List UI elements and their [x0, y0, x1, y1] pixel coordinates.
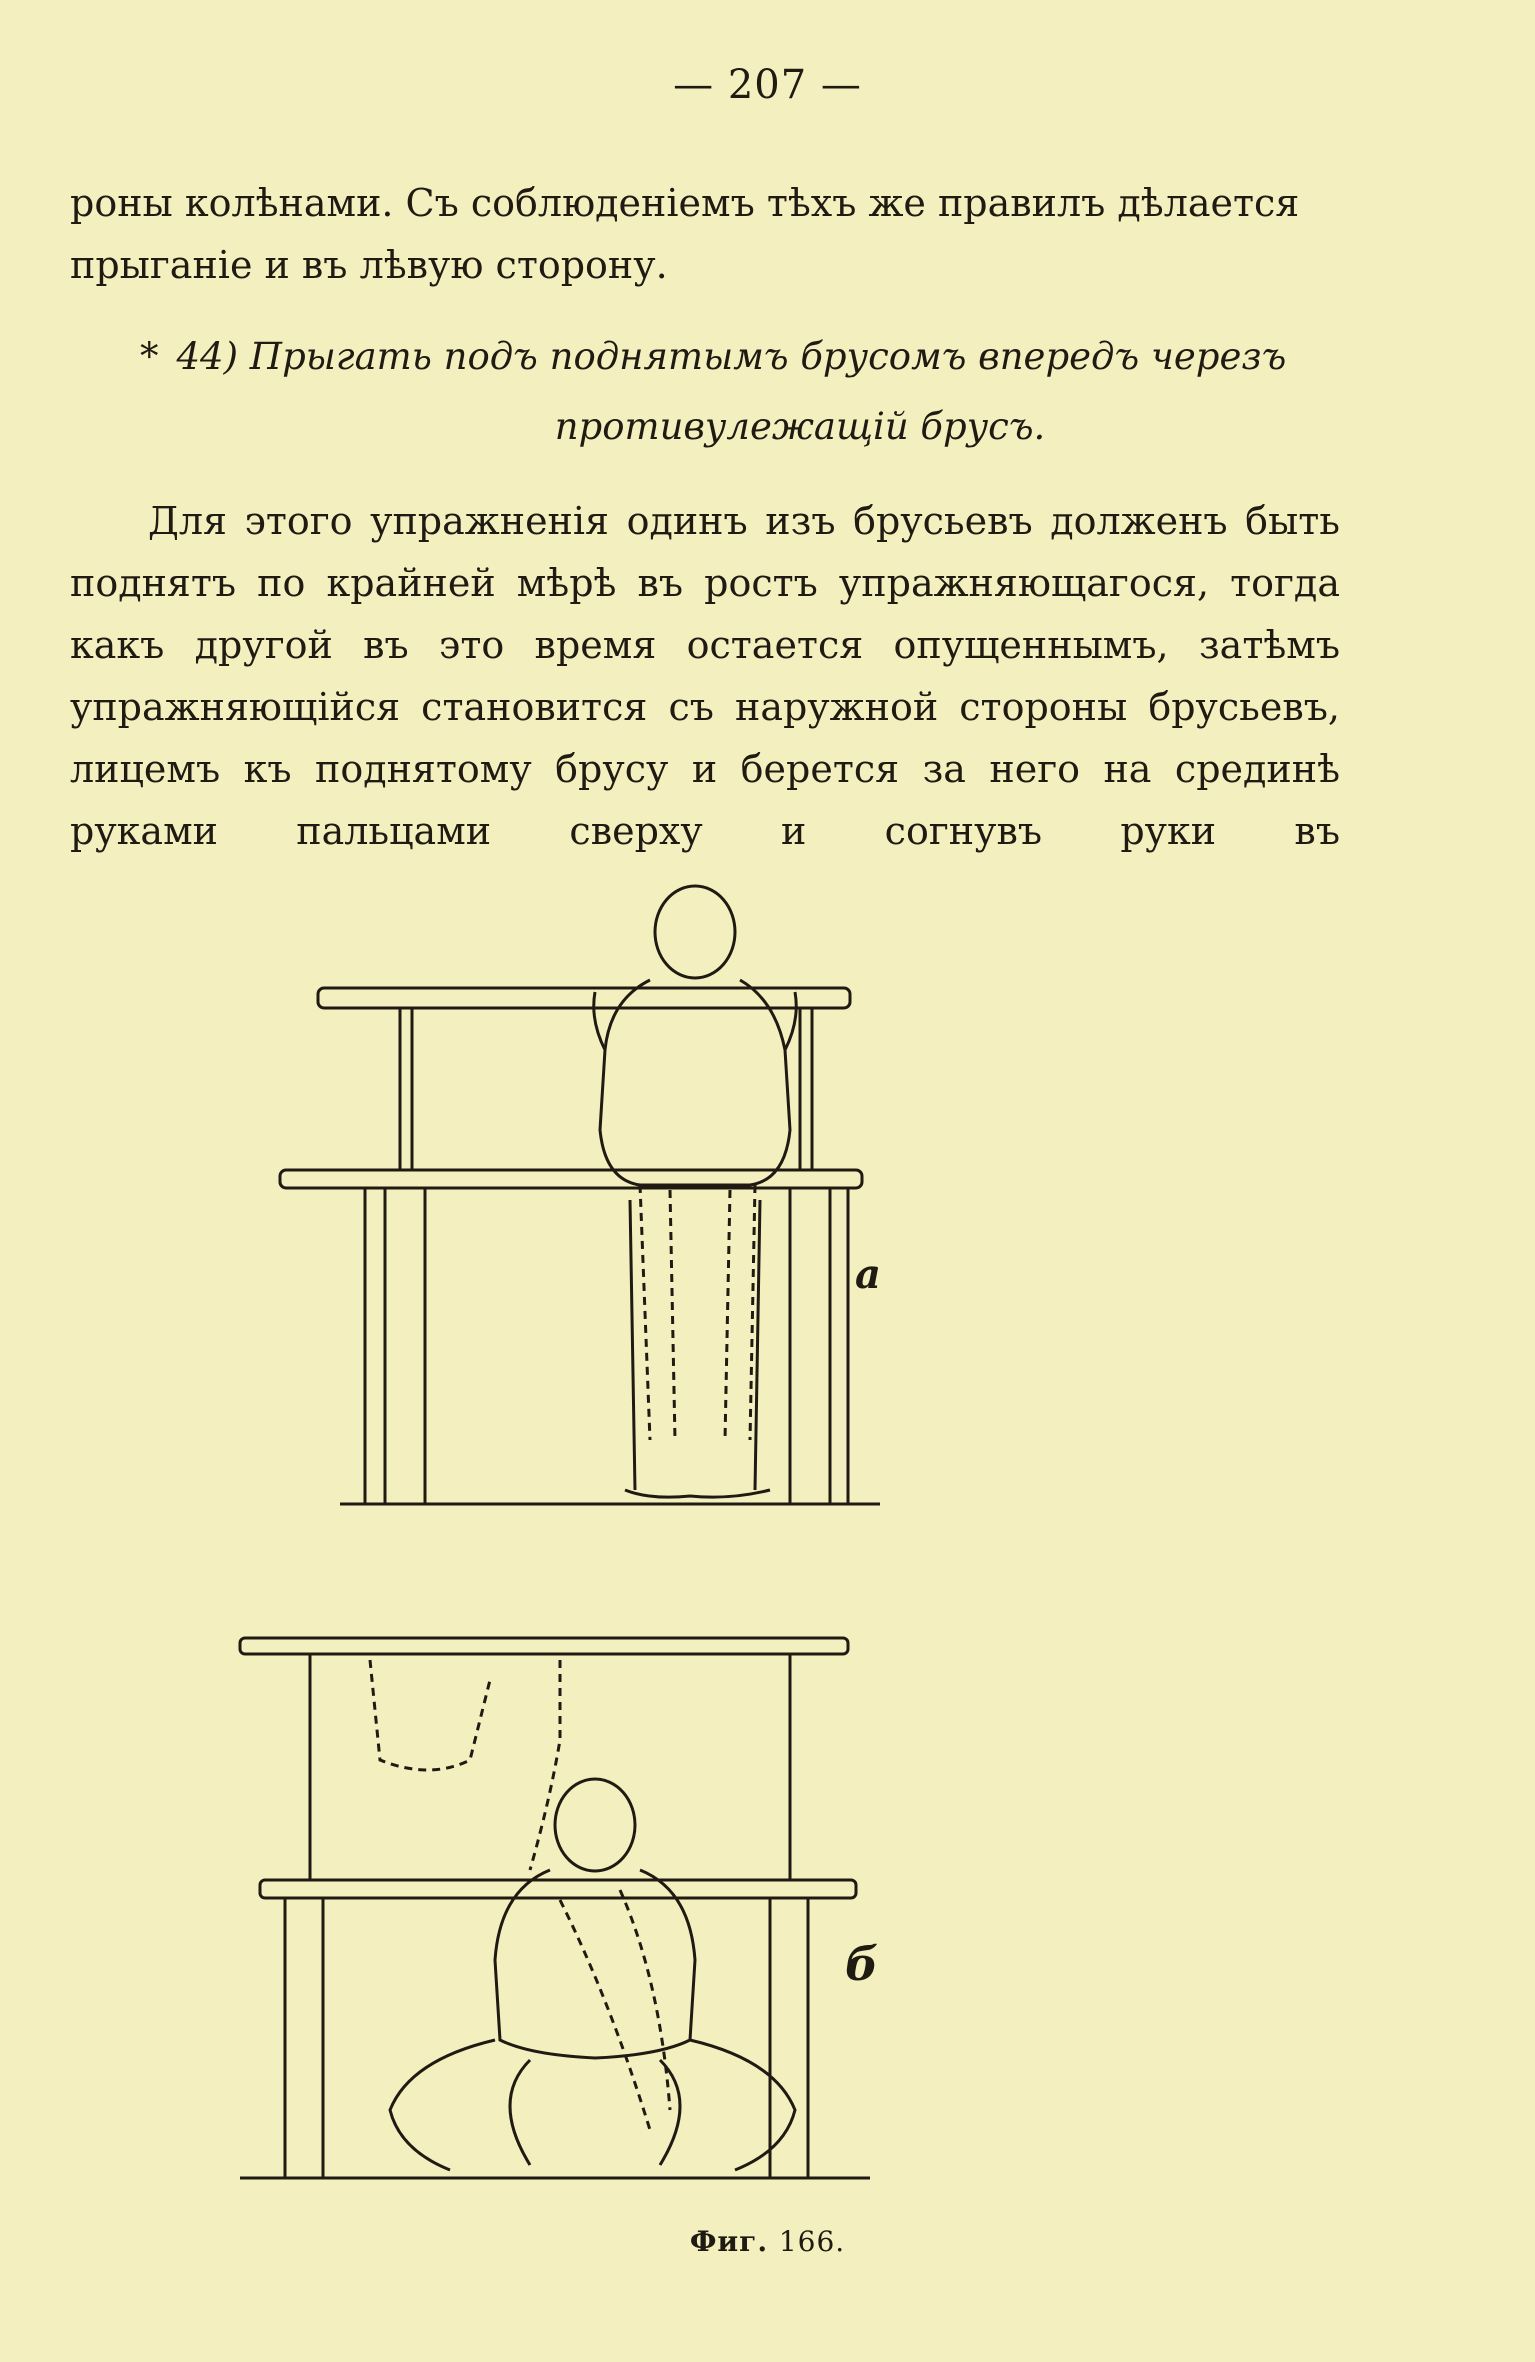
raised-bar-bottom: [240, 1638, 848, 1654]
caption-number: 166.: [778, 2225, 846, 2258]
paragraph-description: Для этого упражненія одинъ изъ брусьевъ долженъ быть поднятъ по крайней мѣрѣ въ ростъ упражняющагося, тогда какъ другой въ это время остается опущеннымъ, затѣмъ упражняющійся становится съ наружной стороны брусьевъ, лицемъ къ поднятому брусу и берется за него на срединѣ руками пальцами сверху и согнувъ руки въ: [70, 499, 1340, 853]
torso-a: [600, 980, 790, 1185]
lower-bar-bottom: [260, 1880, 856, 1898]
feet-a: [625, 1490, 770, 1497]
dashed-legs-b: [560, 1890, 670, 2130]
raised-bar-top: [318, 988, 850, 1008]
legs-b-inner: [510, 2060, 680, 2165]
figure-label-b: б: [845, 1937, 879, 1991]
swing-b: [370, 1660, 560, 1870]
exercise-title-line-2: противулежащій брусъ.: [554, 405, 1046, 448]
figure-label-a: а: [855, 1251, 881, 1298]
arm-a-left: [594, 992, 605, 1050]
figure-caption: [0, 2225, 1535, 2258]
figure-illustration: [230, 880, 1130, 2220]
leg: [285, 1898, 323, 2178]
exercise-title-line-1: Прыгать подъ поднятымъ брусомъ впередъ черезъ: [249, 335, 1287, 378]
leg: [385, 1188, 425, 1504]
asterisk-mark: *: [140, 335, 159, 378]
leg: [770, 1898, 808, 2178]
caption-prefix: Фиг.: [689, 2225, 769, 2258]
legs-b: [390, 2040, 795, 2170]
leg: [790, 1188, 830, 1504]
parallel-bars-illustration: [230, 880, 1130, 2220]
arm-a-right: [785, 992, 796, 1050]
legs-a-solid: [630, 1200, 760, 1490]
head-b: [555, 1779, 635, 1871]
exercise-number: 44): [176, 335, 239, 378]
page-number: — 207 —: [673, 62, 862, 108]
paragraph-continued: роны колѣнами. Съ соблюденіемъ тѣхъ же правилъ дѣлается прыганіе и въ лѣвую сторону.: [70, 181, 1300, 287]
head-a: [655, 886, 735, 978]
exercise-heading: [140, 322, 1340, 462]
legs-a: [640, 1185, 755, 1440]
